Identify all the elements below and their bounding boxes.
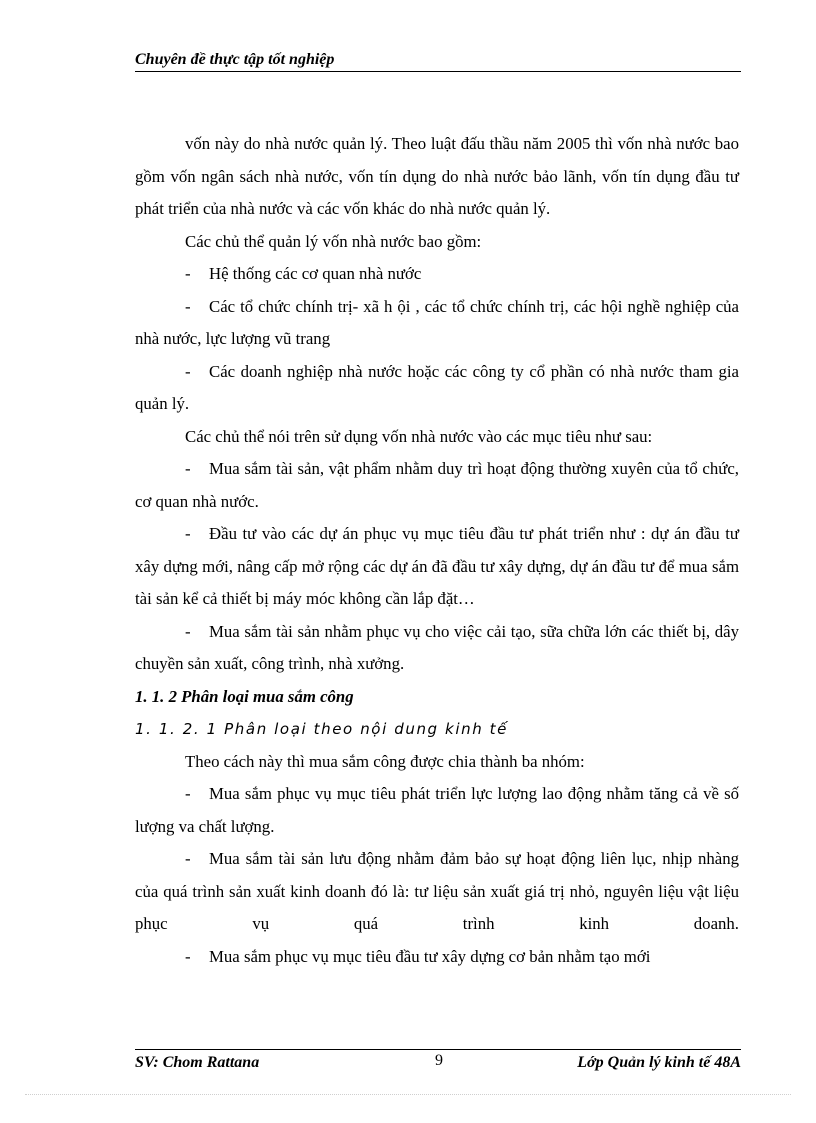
list-item [135,616,739,681]
list-item [135,941,739,974]
bullet-dash: - [185,264,191,283]
list-item-text: Mua sắm tài sản nhằm phục vụ cho việc cải tạo, sữa chữa lớn các thiết bị, dây chuyền sản xuất, công trình, nhà xưởng. [135,621,739,673]
list-item [135,356,739,421]
list-item [135,843,739,941]
list-item [135,258,739,291]
list-item-text: Các doanh nghiệp nhà nước hoặc các công ty cổ phần có nhà nước tham gia quản lý. [135,361,739,413]
list-item-text: Mua sắm phục vụ mục tiêu đầu tư xây dựng cơ bản nhằm tạo mới [209,946,651,966]
header-title: Chuyên đề thực tập tốt nghiệp [135,51,335,68]
subsection-heading: 1. 1. 2. 1 Phân loại theo nội dung kinh tế [135,720,508,738]
list-item-text: Các tổ chức chính trị- xã h ội , các tổ chức chính trị, các hội nghề nghiệp của nhà nước, lực lượng vũ trang [135,296,739,348]
list-item [135,778,739,843]
bullet-dash: - [185,361,191,381]
paragraph-usage-goals: Các chủ thể nói trên sử dụng vốn nhà nước vào các mục tiêu như sau: [185,426,653,446]
bullet-dash: - [185,849,191,868]
list-item-text: Mua sắm tài sản, vật phẩm nhằm duy trì hoạt động thường xuyên của tổ chức, cơ quan nhà nước. [135,459,739,511]
footer-student: SV: Chom Rattana [135,1054,260,1071]
page-edge-divider [25,1094,791,1095]
bullet-dash: - [185,524,191,543]
list-item-text: Mua sắm tài sản lưu động nhằm đảm bảo sự hoạt động liên lục, nhịp nhàng của quá trình sản xuất kinh doanh đó là: tư liệu sản xuất giá trị nhỏ, nguyên liệu vật liệu phục vụ quá trình kinh doanh. [135,849,739,933]
page-footer [135,1049,741,1080]
page-number: 9 [435,1052,443,1069]
footer-class: Lớp Quản lý kinh tế 48A [577,1054,741,1071]
bullet-dash: - [185,621,191,641]
list-item-text: Mua sắm phục vụ mục tiêu phát triển lực lượng lao động nhằm tăng cả về số lượng va chất lượng. [135,784,739,836]
bullet-dash: - [185,946,191,966]
page-header [135,50,741,72]
list-item-text: Hệ thống các cơ quan nhà nước [209,264,422,283]
list-item [135,453,739,518]
list-item [135,518,739,616]
list-item-text: Đầu tư vào các dự án phục vụ mục tiêu đầu tư phát triển như : dự án đầu tư xây dựng mới, nâng cấp mở rộng các dự án đã đầu tư xây dựng, dự án đầu tư để mua sắm tài sản kể cả thiết bị máy móc không cần lắp đặt… [135,524,739,608]
paragraph-managing-entities: Các chủ thể quản lý vốn nhà nước bao gồm: [185,231,482,251]
document-body [135,128,739,973]
paragraph-capital-definition: vốn này do nhà nước quản lý. Theo luật đấu thầu năm 2005 thì vốn nhà nước bao gồm vốn ngân sách nhà nước, vốn tín dụng do nhà nước bảo lãnh, vốn tín dụng đầu tư phát triển của nhà nước và các vốn khác do nhà nước quản lý. [135,134,739,218]
list-item [135,291,739,356]
bullet-dash: - [185,784,191,803]
paragraph-three-groups: Theo cách này thì mua sắm công được chia thành ba nhóm: [185,751,585,771]
bullet-dash: - [185,296,191,316]
section-heading: 1. 1. 2 Phân loại mua sắm công [135,686,354,706]
bullet-dash: - [185,459,191,478]
